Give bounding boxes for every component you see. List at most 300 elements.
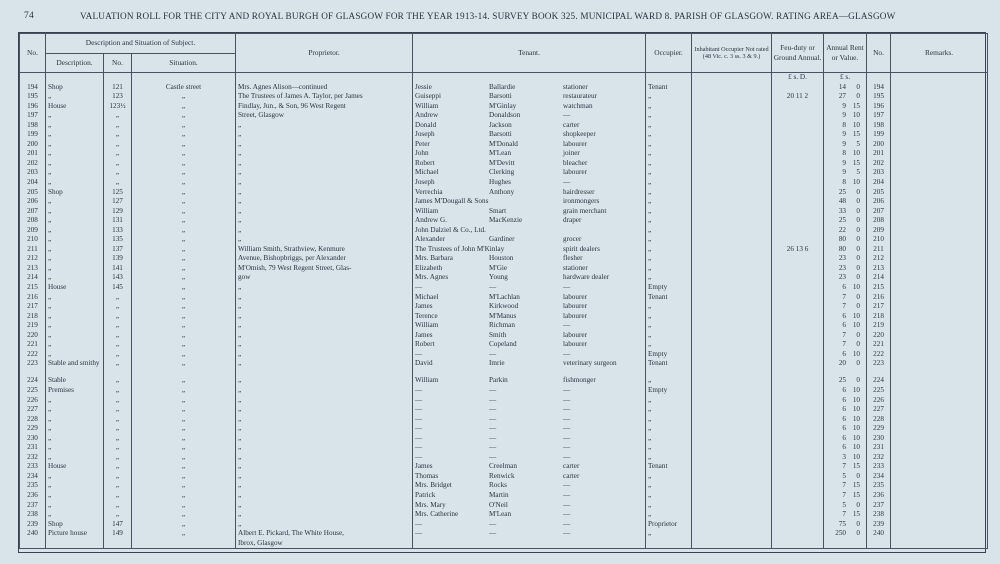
row-description: „ [46, 92, 104, 102]
row-inhabitant [692, 462, 772, 472]
row-number-right: 203 [867, 168, 891, 178]
annual-shillings: 10 [852, 111, 861, 120]
row-number-right: 221 [867, 340, 891, 350]
row-remarks [891, 178, 988, 188]
row-proprietor: „ [236, 168, 413, 178]
row-description: Shop [46, 520, 104, 530]
row-number: 220 [20, 331, 46, 341]
row-proprietor: The Trustees of James A. Taylor, per James [236, 92, 413, 102]
row-proprietor: „ [236, 453, 413, 463]
annual-pounds: 250 [835, 529, 847, 538]
row-number-right: 197 [867, 111, 891, 121]
row-situation: „ [132, 159, 236, 169]
row-occupier: „ [646, 207, 692, 217]
annual-shillings: 0 [856, 330, 861, 339]
tenant-first-name: Mrs. Agnes [415, 273, 449, 282]
row-number-right: 210 [867, 235, 891, 245]
tenant-calling: labourer [563, 311, 587, 320]
row-occupier: „ [646, 472, 692, 482]
annual-shillings: 0 [856, 187, 861, 196]
tenant-last-name: O'Neil [489, 500, 508, 509]
row-number-right: 194 [867, 83, 891, 93]
row-description: Premises [46, 386, 104, 396]
tenant-first-name: — [415, 529, 423, 538]
annual-pounds: 75 [838, 519, 847, 528]
annual-pounds: 7 [842, 481, 847, 490]
row-occupier: „ [646, 405, 692, 415]
row-occupier: „ [646, 226, 692, 236]
annual-pounds: 8 [842, 149, 847, 158]
tenant-calling: — [563, 321, 571, 330]
page-title: VALUATION ROLL FOR THE CITY AND ROYAL BURGH OF GLASGOW FOR THE YEAR 1913-14. SURVEY BOOK 325. MUNICIPAL WARD 8. PARISH OF GLASGOW. RATING AREA—GLASGOW [80, 11, 896, 21]
tenant-calling: — [563, 414, 571, 423]
row-proprietor: „ [236, 293, 413, 303]
row-annual-value [824, 254, 867, 264]
tenant-calling: — [563, 500, 571, 509]
tenant-calling: veterinary surgeon [563, 359, 617, 368]
col-inhabitant: Inhabitant Occupier Not rated (48 Vic. c. 3 ss. 3 & 9.) [692, 34, 772, 73]
tenant-first-name: Mrs. Bridget [415, 481, 452, 490]
tenant-calling: hardware dealer [563, 273, 610, 282]
row-remarks [891, 293, 988, 303]
table-row [20, 350, 988, 360]
row-occupier: „ [646, 302, 692, 312]
row-situation: „ [132, 188, 236, 198]
tenant-calling: — [563, 519, 571, 528]
row-number-right: 206 [867, 197, 891, 207]
row-number-right: 202 [867, 159, 891, 169]
row-feu-duty [772, 121, 824, 131]
row-inhabitant [692, 434, 772, 444]
tenant-last-name [489, 245, 563, 255]
row-occupier: Tenant [646, 293, 692, 303]
annual-shillings: 10 [852, 349, 861, 358]
annual-shillings: 15 [852, 481, 861, 490]
col-occupier: Occupier. [646, 34, 692, 73]
row-remarks [891, 159, 988, 169]
table-row [20, 539, 988, 549]
annual-shillings: 0 [856, 82, 861, 91]
row-description: Shop [46, 188, 104, 198]
annual-pounds: 6 [842, 424, 847, 433]
row-number-right: 233 [867, 462, 891, 472]
row-number-right: 198 [867, 121, 891, 131]
row-occupier: „ [646, 168, 692, 178]
row-annual-value [824, 424, 867, 434]
row-number-right: 217 [867, 302, 891, 312]
tenant-first-name: Guiseppi [415, 92, 441, 101]
annual-pounds: 9 [842, 168, 847, 177]
row-feu-duty [772, 376, 824, 386]
row-street-no: „ [104, 159, 132, 169]
annual-shillings: 0 [856, 340, 861, 349]
row-remarks [891, 140, 988, 150]
tenant-first-name: — [415, 443, 423, 452]
tenant-last-name: M'Ginlay [489, 101, 517, 110]
table-row [20, 140, 988, 150]
tenant-calling: carter [563, 120, 580, 129]
table-row [20, 254, 988, 264]
annual-pounds: 48 [838, 197, 847, 206]
row-description: „ [46, 481, 104, 491]
annual-shillings: 0 [856, 225, 861, 234]
row-street-no: „ [104, 168, 132, 178]
row-situation: „ [132, 340, 236, 350]
row-number: 238 [20, 510, 46, 520]
row-annual-value [824, 312, 867, 322]
row-remarks [891, 472, 988, 482]
tenant-calling: shopkeeper [563, 130, 596, 139]
row-number-right: 225 [867, 386, 891, 396]
row-remarks [891, 376, 988, 386]
row-number-right: 214 [867, 273, 891, 283]
row-number: 197 [20, 111, 46, 121]
tenant-first-name: James [415, 302, 433, 311]
table-row [20, 453, 988, 463]
tenant-last-name: Renwick [489, 471, 515, 480]
tenant-last-name: M'Lachlan [489, 292, 520, 301]
row-proprietor: „ [236, 424, 413, 434]
row-proprietor: William Smith, Strathview, Kenmure [236, 245, 413, 255]
table-row [20, 149, 988, 159]
row-inhabitant [692, 529, 772, 539]
row-proprietor: „ [236, 405, 413, 415]
annual-shillings: 10 [852, 395, 861, 404]
row-proprietor: „ [236, 520, 413, 530]
tenant-calling: labourer [563, 139, 587, 148]
row-annual-value [824, 434, 867, 444]
row-remarks [891, 510, 988, 520]
tenant-calling: labourer [563, 292, 587, 301]
row-street-no: „ [104, 121, 132, 131]
row-street-no: 141 [104, 264, 132, 274]
row-situation: „ [132, 415, 236, 425]
row-occupier: „ [646, 273, 692, 283]
row-occupier: Tenant [646, 359, 692, 376]
row-situation: „ [132, 168, 236, 178]
row-inhabitant [692, 207, 772, 217]
row-situation: „ [132, 359, 236, 376]
row-tenant [413, 188, 646, 198]
row-number-right: 235 [867, 481, 891, 491]
annual-pounds: 33 [838, 206, 847, 215]
row-occupier: „ [646, 376, 692, 386]
row-number: 211 [20, 245, 46, 255]
row-street-no: „ [104, 111, 132, 121]
row-street-no: „ [104, 293, 132, 303]
tenant-first-name: Robert [415, 340, 435, 349]
row-proprietor: „ [236, 481, 413, 491]
tenant-first-name: Mrs. Barbara [415, 254, 453, 263]
table-row [20, 178, 988, 188]
annual-shillings: 0 [856, 235, 861, 244]
row-remarks [891, 216, 988, 226]
row-tenant [413, 405, 646, 415]
row-street-no: 137 [104, 245, 132, 255]
page-header [18, 10, 986, 26]
tenant-calling: — [563, 529, 571, 538]
annual-pounds: 80 [838, 244, 847, 253]
tenant-last-name: Ballardie [489, 82, 516, 91]
row-remarks [891, 254, 988, 264]
tenant-last-name: Young [489, 273, 508, 282]
tenant-calling: — [563, 424, 571, 433]
row-situation: „ [132, 273, 236, 283]
tenant-first-name: — [415, 395, 423, 404]
table-row [20, 83, 988, 93]
row-occupier: „ [646, 216, 692, 226]
row-feu-duty [772, 178, 824, 188]
row-number-right: 199 [867, 130, 891, 140]
tenant-calling: labourer [563, 340, 587, 349]
tenant-first-name: — [415, 414, 423, 423]
tenant-last-name: Copeland [489, 340, 517, 349]
row-remarks [891, 197, 988, 207]
row-tenant [413, 102, 646, 112]
annual-shillings: 0 [856, 206, 861, 215]
row-inhabitant [692, 443, 772, 453]
row-description: „ [46, 273, 104, 283]
row-inhabitant [692, 510, 772, 520]
row-feu-duty [772, 501, 824, 511]
row-remarks [891, 111, 988, 121]
row-situation [132, 539, 236, 549]
row-annual-value [824, 359, 867, 376]
tenant-calling: ironmongers [563, 197, 600, 206]
row-number: 225 [20, 386, 46, 396]
row-situation: „ [132, 491, 236, 501]
row-occupier: „ [646, 396, 692, 406]
row-description: „ [46, 264, 104, 274]
row-situation: „ [132, 197, 236, 207]
table-row [20, 130, 988, 140]
row-street-no: „ [104, 491, 132, 501]
row-situation: „ [132, 312, 236, 322]
annual-shillings: 0 [856, 519, 861, 528]
row-description: Stable and smithy [46, 359, 104, 376]
row-feu-duty [772, 481, 824, 491]
row-street-no: „ [104, 396, 132, 406]
row-remarks [891, 92, 988, 102]
row-feu-duty [772, 312, 824, 322]
row-number: 224 [20, 376, 46, 386]
row-situation: „ [132, 501, 236, 511]
table-row [20, 376, 988, 386]
row-tenant [413, 293, 646, 303]
row-tenant [413, 462, 646, 472]
annual-shillings: 0 [856, 302, 861, 311]
page-number: 74 [24, 11, 34, 21]
row-number: 226 [20, 396, 46, 406]
row-tenant [413, 149, 646, 159]
row-proprietor: „ [236, 340, 413, 350]
row-number: 239 [20, 520, 46, 530]
table-row [20, 481, 988, 491]
row-remarks [891, 396, 988, 406]
row-occupier: „ [646, 188, 692, 198]
table-row [20, 159, 988, 169]
row-tenant [413, 539, 646, 549]
row-annual-value [824, 273, 867, 283]
annual-pounds: 6 [842, 433, 847, 442]
row-annual-value [824, 386, 867, 396]
annual-shillings: 0 [856, 197, 861, 206]
row-situation: „ [132, 130, 236, 140]
row-description: „ [46, 501, 104, 511]
annual-shillings: 0 [856, 471, 861, 480]
table-row [20, 188, 988, 198]
annual-pounds: 3 [842, 452, 847, 461]
row-description: „ [46, 510, 104, 520]
row-number-right: 239 [867, 520, 891, 530]
row-number-right: 224 [867, 376, 891, 386]
row-number: 214 [20, 273, 46, 283]
annual-pounds: 6 [842, 405, 847, 414]
row-street-no: „ [104, 340, 132, 350]
annual-shillings: 0 [856, 254, 861, 263]
row-feu-duty [772, 472, 824, 482]
row-description: „ [46, 140, 104, 150]
row-proprietor: „ [236, 434, 413, 444]
row-annual-value [824, 331, 867, 341]
tenant-calling: — [563, 283, 571, 292]
tenant-first-name: — [415, 452, 423, 461]
annual-shillings: 0 [856, 292, 861, 301]
row-tenant [413, 340, 646, 350]
tenant-calling: watchman [563, 101, 593, 110]
row-feu-duty [772, 207, 824, 217]
row-inhabitant [692, 149, 772, 159]
row-feu-duty [772, 273, 824, 283]
row-annual-value [824, 159, 867, 169]
row-occupier: „ [646, 453, 692, 463]
row-annual-value [824, 501, 867, 511]
row-annual-value [824, 510, 867, 520]
row-remarks [891, 453, 988, 463]
annual-shillings: 0 [856, 359, 861, 368]
tenant-last-name: — [489, 443, 497, 452]
annual-pounds: 5 [842, 471, 847, 480]
tenant-last-name: M'Donald [489, 139, 518, 148]
row-description: „ [46, 130, 104, 140]
row-feu-duty [772, 83, 824, 93]
tenant-first-name: Andrew [415, 111, 439, 120]
table-body [20, 73, 988, 549]
row-number: 200 [20, 140, 46, 150]
row-number-right: 216 [867, 293, 891, 303]
annual-pounds: 80 [838, 235, 847, 244]
row-inhabitant [692, 92, 772, 102]
row-situation: „ [132, 472, 236, 482]
row-description: „ [46, 443, 104, 453]
row-street-no: „ [104, 415, 132, 425]
tenant-first-name: — [415, 405, 423, 414]
row-feu-duty [772, 415, 824, 425]
row-remarks [891, 226, 988, 236]
row-annual-value [824, 321, 867, 331]
row-annual-value [824, 520, 867, 530]
row-feu-duty [772, 520, 824, 530]
annual-pounds: 6 [842, 443, 847, 452]
annual-pounds: 8 [842, 120, 847, 129]
tenant-first-name: — [415, 385, 423, 394]
row-remarks [891, 283, 988, 293]
row-description: „ [46, 424, 104, 434]
row-annual-value [824, 405, 867, 415]
row-number: 236 [20, 491, 46, 501]
row-annual-value [824, 149, 867, 159]
row-description: „ [46, 491, 104, 501]
row-number: 219 [20, 321, 46, 331]
row-annual-value [824, 216, 867, 226]
row-street-no: „ [104, 312, 132, 322]
row-tenant [413, 501, 646, 511]
row-tenant [413, 83, 646, 93]
row-feu-duty [772, 197, 824, 207]
row-occupier: „ [646, 245, 692, 255]
row-remarks [891, 529, 988, 539]
table-row [20, 111, 988, 121]
tenant-last-name: M'Gie [489, 263, 508, 272]
tenant-calling: flesher [563, 254, 583, 263]
row-description: „ [46, 149, 104, 159]
annual-shillings: 0 [856, 500, 861, 509]
tenant-calling: fishmonger [563, 376, 596, 385]
row-situation: „ [132, 149, 236, 159]
row-situation: „ [132, 121, 236, 131]
row-feu-duty [772, 283, 824, 293]
row-number-right: 238 [867, 510, 891, 520]
row-occupier: „ [646, 121, 692, 131]
row-remarks [891, 481, 988, 491]
row-inhabitant [692, 273, 772, 283]
row-proprietor: „ [236, 462, 413, 472]
row-number-right: 236 [867, 491, 891, 501]
table-row [20, 321, 988, 331]
row-street-no: „ [104, 501, 132, 511]
row-tenant [413, 283, 646, 293]
row-annual-value [824, 264, 867, 274]
row-number: 204 [20, 178, 46, 188]
row-description: „ [46, 415, 104, 425]
row-feu-duty [772, 159, 824, 169]
row-remarks [891, 121, 988, 131]
row-proprietor: „ [236, 226, 413, 236]
row-proprietor: „ [236, 121, 413, 131]
row-feu-duty [772, 226, 824, 236]
tenant-first-name: Joseph [415, 178, 435, 187]
tenant-calling: — [563, 385, 571, 394]
row-feu-duty [772, 140, 824, 150]
annual-pounds: 9 [842, 130, 847, 139]
annual-shillings: 10 [852, 424, 861, 433]
annual-pounds: 9 [842, 101, 847, 110]
tenant-calling: restaurateur [563, 92, 597, 101]
row-remarks [891, 207, 988, 217]
row-street-no: 121 [104, 83, 132, 93]
row-situation: „ [132, 424, 236, 434]
row-inhabitant [692, 453, 772, 463]
row-inhabitant [692, 235, 772, 245]
row-number: 223 [20, 359, 46, 376]
row-inhabitant [692, 121, 772, 131]
row-number-right: 226 [867, 396, 891, 406]
tenant-first-name: — [415, 519, 423, 528]
row-tenant [413, 520, 646, 530]
tenant-last-name: Richman [489, 321, 515, 330]
row-description: „ [46, 340, 104, 350]
tenant-last-name: Kirkwood [489, 302, 519, 311]
